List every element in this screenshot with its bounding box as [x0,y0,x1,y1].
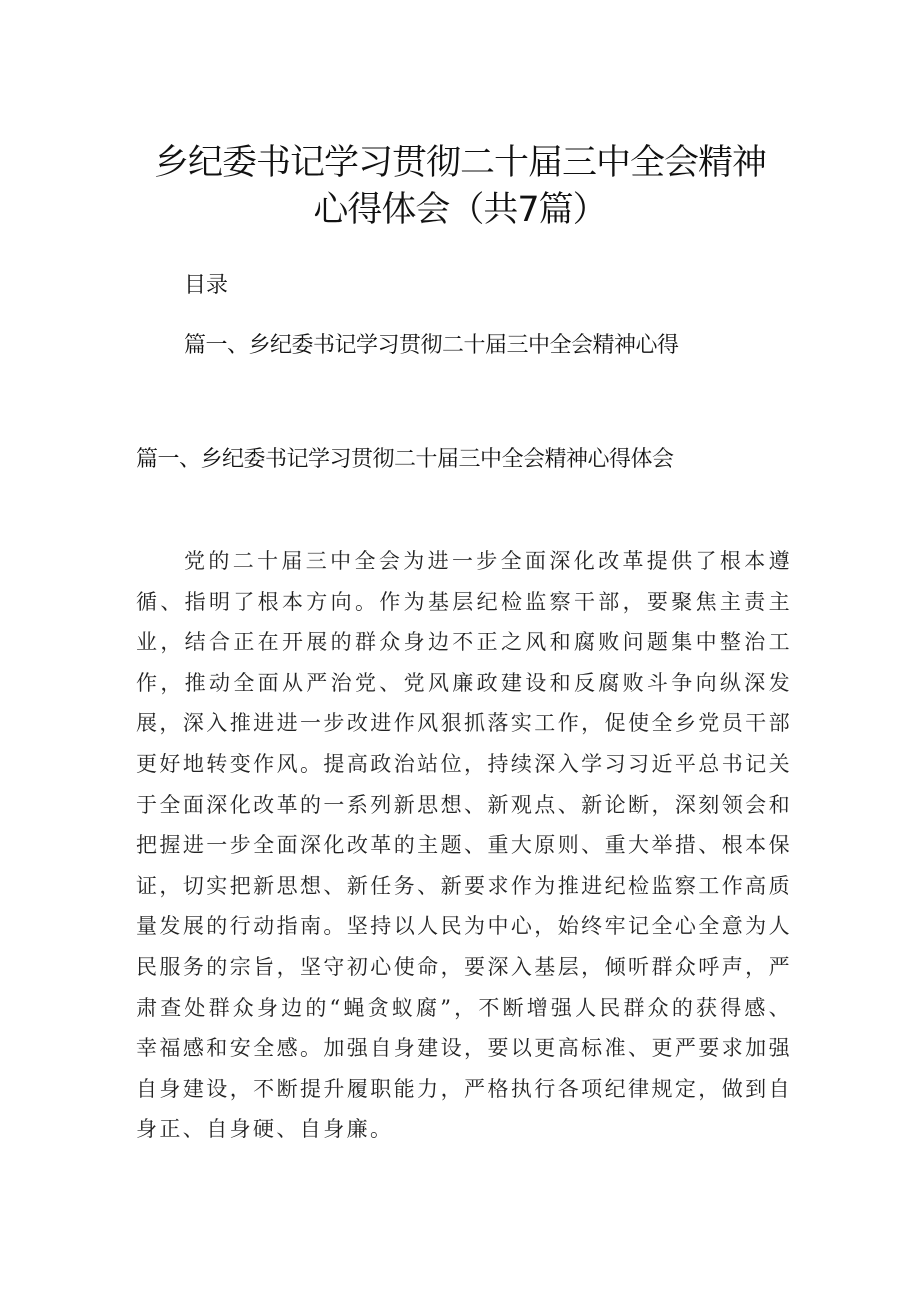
document-title-line-1: 乡纪委书记学习贯彻二十届三中全会精神 [153,143,766,183]
body-paragraph: 党的二十届三中全会为进一步全面深化改革提供了根本遵循、指明了根本方向。作为基层纪检监察干部，要聚焦主责主业，结合正在开展的群众身边不正之风和腐败问题集中整治工作，推动全面从严治党、党风廉政建设和反腐败斗争向纵深发展，深入推进进一步改进作风狠抓落实工作，促使全乡党员干部更好地转变作风。提高政治站位，持续深入学习习近平总书记关于全面深化改革的一系列新思想、新观点、新论断，深刻领会和把握进一步全面深化改革的主题、重大原则、重大举措、根本保证，切实把新思想、新任务、新要求作为推进纪检监察工作高质量发展的行动指南。坚持以人民为中心，始终牢记全心全意为人民服务的宗旨，坚守初心使命，要深入基层，倾听群众呼声，严肃查处群众身边的“蝇贪蚁腐”，不断增强人民群众的获得感、幸福感和安全感。加强自身建设，要以更高标准、更严要求加强自身建设，不断提升履职能力，严格执行各项纪律规定，做到自身正、自身硬、自身廉。 [136,549,792,1142]
toc-item-1[interactable]: 篇一、乡纪委书记学习贯彻二十届三中全会精神心得 [184,333,679,358]
document-title-line-2: 心得体会（共7篇） [313,190,607,230]
toc-heading: 目录 [184,273,229,298]
section-heading: 篇一、乡纪委书记学习贯彻二十届三中全会精神心得体会 [136,447,674,472]
